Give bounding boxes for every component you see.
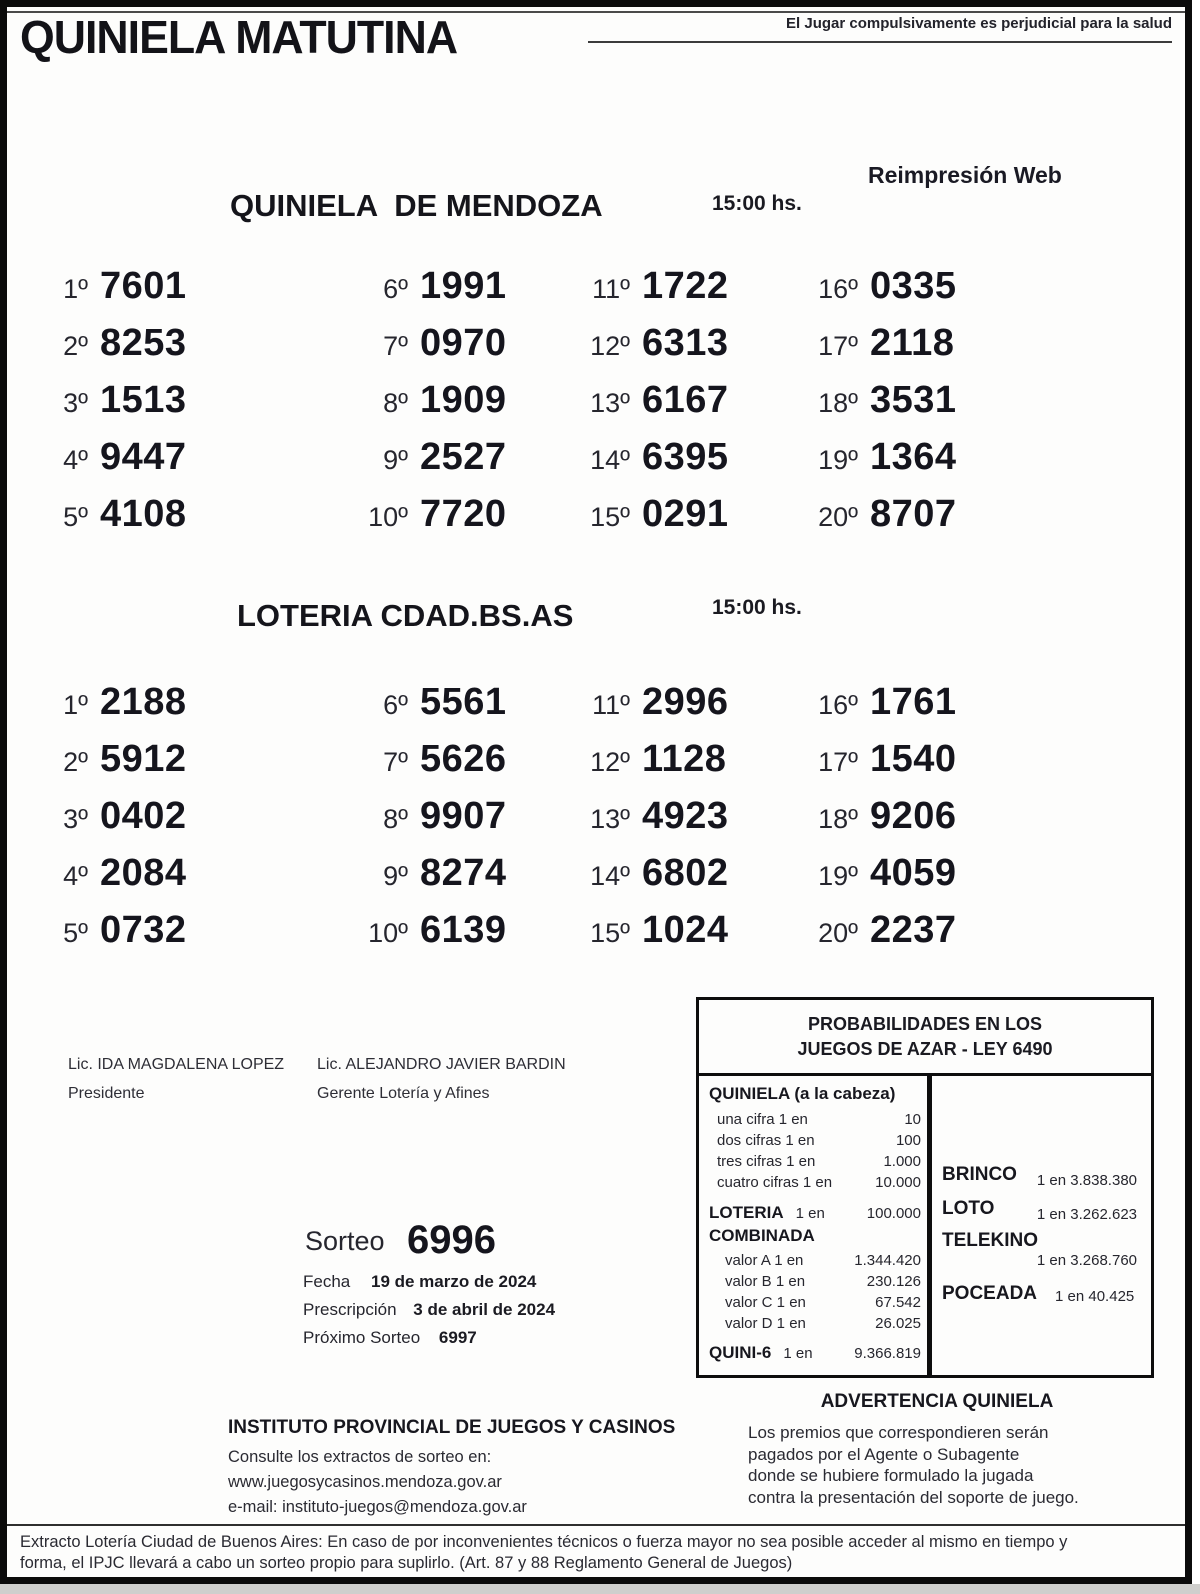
bsas-draw-time: 15:00 hs. [712, 596, 802, 619]
combinada-odds-rows [709, 1250, 921, 1334]
brinco-label: BRINCO [942, 1164, 1017, 1185]
odds-label: valor D 1 en [725, 1315, 806, 1332]
result-cell [350, 845, 572, 902]
proximo-sorteo-label: Próximo Sorteo [303, 1328, 421, 1347]
fecha-value: 19 de marzo de 2024 [370, 1272, 537, 1291]
result-cell [350, 731, 572, 788]
result-position: 9º [383, 445, 408, 475]
probabilities-box [696, 997, 1154, 1378]
result-position: 6º [383, 690, 408, 720]
odds-value: 100 [895, 1132, 921, 1149]
result-position: 20º [818, 918, 858, 948]
odds-row [709, 1151, 921, 1172]
result-cell [30, 731, 350, 788]
result-number: 8274 [420, 852, 507, 894]
result-number: 6313 [642, 322, 729, 364]
result-position: 8º [383, 804, 408, 834]
odds-row [709, 1313, 921, 1334]
result-position: 5º [63, 918, 88, 948]
advertencia-block [748, 1391, 1126, 1508]
quini6-odds-label: QUINI-6 [709, 1343, 772, 1362]
result-position: 11º [592, 690, 630, 720]
odds-value: 26.025 [875, 1315, 921, 1332]
result-position: 2º [63, 747, 88, 777]
bsas-results-grid [30, 674, 1170, 959]
institute-name: INSTITUTO PROVINCIAL DE JUEGOS Y CASINOS [228, 1417, 676, 1438]
result-number: 1128 [642, 738, 727, 780]
result-number: 5626 [420, 738, 507, 780]
result-cell [30, 315, 350, 372]
fecha-label: Fecha [303, 1272, 351, 1291]
result-number: 8707 [870, 493, 957, 535]
result-cell [800, 845, 1170, 902]
combinada-header: COMBINADA [709, 1226, 815, 1245]
result-position: 6º [383, 274, 408, 304]
result-position: 3º [63, 388, 88, 418]
result-position: 11º [592, 274, 630, 304]
result-cell [30, 486, 350, 543]
page-title: QUINIELA MATUTINA [20, 11, 458, 63]
probabilities-right-column [932, 1076, 1151, 1375]
result-number: 8253 [100, 322, 187, 364]
result-number: 9447 [100, 436, 187, 478]
result-number: 1991 [420, 265, 507, 307]
poceada-value: 1 en 40.425 [1055, 1288, 1135, 1305]
result-number: 4923 [642, 795, 729, 837]
result-position: 10º [368, 502, 408, 532]
result-position: 14º [590, 861, 630, 891]
result-position: 16º [818, 690, 858, 720]
odds-row [709, 1292, 921, 1313]
result-cell [800, 258, 1170, 315]
result-number: 1024 [642, 909, 729, 951]
odds-label: cuatro cifras 1 en [717, 1174, 833, 1191]
result-cell [800, 902, 1170, 959]
result-position: 9º [383, 861, 408, 891]
result-position: 13º [590, 804, 630, 834]
result-position: 5º [63, 502, 88, 532]
result-number: 0402 [100, 795, 187, 837]
result-position: 20º [818, 502, 858, 532]
result-number: 2527 [420, 436, 507, 478]
result-cell [350, 788, 572, 845]
result-cell [30, 429, 350, 486]
signature-name: Lic. IDA MAGDALENA LOPEZ [68, 1056, 285, 1073]
result-cell [30, 372, 350, 429]
odds-row [709, 1271, 921, 1292]
quiniela-odds-rows [709, 1109, 921, 1193]
signature-manager [317, 1056, 566, 1103]
result-number: 1364 [870, 436, 957, 478]
result-position: 8º [383, 388, 408, 418]
loto-value: 1 en 3.262.623 [1036, 1206, 1137, 1223]
probabilities-title [699, 1000, 1151, 1076]
signature-role: Presidente [68, 1085, 145, 1102]
odds-row [709, 1109, 921, 1130]
result-cell [800, 788, 1170, 845]
poceada-odds [942, 1283, 1137, 1305]
telekino-value: 1 en 3.268.760 [1036, 1252, 1137, 1269]
result-cell [350, 674, 572, 731]
result-position: 2º [63, 331, 88, 361]
loteria-odds-value: 100.000 [866, 1205, 921, 1222]
signature-role: Gerente Lotería y Afines [317, 1085, 490, 1102]
result-cell [572, 731, 800, 788]
quini6-odds-row [709, 1343, 921, 1363]
advertencia-line: Los premios que correspondieren serán [748, 1423, 1049, 1442]
result-position: 16º [818, 274, 858, 304]
odds-row [709, 1172, 921, 1193]
result-position: 4º [63, 445, 88, 475]
result-number: 1513 [100, 379, 187, 421]
odds-label: tres cifras 1 en [717, 1153, 816, 1170]
result-number: 2237 [870, 909, 957, 951]
result-position: 15º [590, 918, 630, 948]
loteria-odds-label: LOTERIA [709, 1203, 784, 1222]
result-cell [800, 372, 1170, 429]
result-cell [30, 674, 350, 731]
result-position: 17º [818, 331, 858, 361]
result-number: 0732 [100, 909, 187, 951]
proximo-sorteo-row [303, 1328, 477, 1348]
result-number: 0970 [420, 322, 507, 364]
signature-name: Lic. ALEJANDRO JAVIER BARDIN [317, 1056, 566, 1073]
odds-label: valor C 1 en [725, 1294, 806, 1311]
result-cell [800, 486, 1170, 543]
result-cell [572, 486, 800, 543]
result-position: 7º [383, 747, 408, 777]
proximo-sorteo-value: 6997 [438, 1328, 477, 1347]
odds-label: dos cifras 1 en [717, 1132, 815, 1149]
prescripcion-value: 3 de abril de 2024 [413, 1300, 556, 1319]
loto-label: LOTO [942, 1198, 995, 1219]
result-cell [30, 258, 350, 315]
mendoza-results-grid [30, 258, 1170, 543]
advertencia-line: contra la presentación del soporte de juego. [748, 1487, 1079, 1507]
odds-label: una cifra 1 en [717, 1111, 808, 1128]
brinco-value: 1 en 3.838.380 [1036, 1172, 1137, 1189]
result-cell [30, 902, 350, 959]
result-cell [572, 788, 800, 845]
loteria-odds-row [709, 1203, 921, 1223]
result-number: 3531 [870, 379, 957, 421]
sorteo-number: 6996 [407, 1218, 496, 1262]
sorteo-label: Sorteo [305, 1226, 385, 1256]
institute-block [228, 1417, 675, 1523]
mendoza-section-title: QUINIELA DE MENDOZA [230, 188, 603, 223]
odds-label: valor B 1 en [725, 1273, 806, 1290]
result-number: 4059 [870, 852, 957, 894]
result-cell [572, 845, 800, 902]
result-number: 5561 [420, 681, 507, 723]
result-position: 7º [383, 331, 408, 361]
result-number: 2084 [100, 852, 187, 894]
prescripcion-row [303, 1300, 555, 1320]
quini6-odds-mid: 1 en [783, 1345, 813, 1362]
result-cell [30, 845, 350, 902]
quiniela-odds-header: QUINIELA (a la cabeza) [709, 1084, 896, 1103]
result-cell [350, 258, 572, 315]
telekino-label: TELEKINO [942, 1230, 1039, 1251]
result-cell [572, 315, 800, 372]
odds-value: 1.344.420 [854, 1252, 921, 1269]
result-number: 6139 [420, 909, 507, 951]
result-number: 1761 [870, 681, 957, 723]
result-number: 7720 [420, 493, 507, 535]
result-cell [572, 258, 800, 315]
result-cell [800, 674, 1170, 731]
odds-value: 67.542 [875, 1294, 921, 1311]
result-number: 5912 [100, 738, 187, 780]
result-position: 13º [590, 388, 630, 418]
result-cell [572, 902, 800, 959]
result-position: 3º [63, 804, 88, 834]
quini6-odds-value: 9.366.819 [854, 1345, 921, 1362]
health-warning: El Jugar compulsivamente es perjudicial para la salud [588, 15, 1172, 43]
odds-value: 230.126 [866, 1273, 921, 1290]
result-number: 0335 [870, 265, 957, 307]
footer-divider [7, 1524, 1185, 1526]
result-number: 6395 [642, 436, 729, 478]
odds-value: 1.000 [883, 1153, 921, 1170]
result-position: 12º [590, 331, 630, 361]
mendoza-draw-time: 15:00 hs. [712, 192, 802, 215]
result-position: 19º [818, 861, 858, 891]
telekino-odds [942, 1230, 1137, 1269]
result-cell [30, 788, 350, 845]
result-number: 6802 [642, 852, 729, 894]
odds-value: 10 [904, 1111, 921, 1128]
result-position: 18º [818, 804, 858, 834]
result-number: 2118 [870, 322, 955, 364]
result-number: 2188 [100, 681, 187, 723]
result-position: 19º [818, 445, 858, 475]
odds-row [709, 1130, 921, 1151]
result-cell [800, 731, 1170, 788]
result-cell [572, 429, 800, 486]
result-position: 15º [590, 502, 630, 532]
loteria-odds-mid: 1 en [795, 1205, 825, 1222]
odds-label: valor A 1 en [725, 1252, 804, 1269]
result-cell [350, 315, 572, 372]
result-number: 0291 [642, 493, 729, 535]
reprint-label: Reimpresión Web [868, 162, 1062, 188]
prescripcion-label: Prescripción [303, 1300, 397, 1319]
result-number: 9907 [420, 795, 507, 837]
result-cell [572, 674, 800, 731]
result-position: 10º [368, 918, 408, 948]
result-number: 2996 [642, 681, 729, 723]
result-position: 14º [590, 445, 630, 475]
result-position: 18º [818, 388, 858, 418]
result-number: 9206 [870, 795, 957, 837]
result-position: 4º [63, 861, 88, 891]
probabilities-title-line1: PROBABILIDADES EN LOS [807, 1014, 1043, 1034]
result-cell [350, 902, 572, 959]
footer-note-line: Extracto Lotería Ciudad de Buenos Aires: En caso de por inconvenientes técnicos o fuerza mayor no sea posible acceder al mismo en tiempo y [20, 1533, 1068, 1551]
probabilities-title-line2: JUEGOS DE AZAR - LEY 6490 [797, 1039, 1053, 1059]
result-cell [350, 372, 572, 429]
result-number: 1540 [870, 738, 957, 780]
result-cell [572, 372, 800, 429]
poceada-label: POCEADA [942, 1283, 1038, 1304]
institute-email: e-mail: instituto-juegos@mendoza.gov.ar [228, 1498, 527, 1516]
footer-note [20, 1532, 1178, 1574]
result-cell [800, 429, 1170, 486]
result-position: 1º [63, 274, 88, 304]
advertencia-line: pagados por el Agente o Subagente [748, 1444, 1020, 1464]
result-position: 12º [590, 747, 630, 777]
institute-website: www.juegosycasinos.mendoza.gov.ar [228, 1473, 502, 1491]
advertencia-line: donde se hubiere formulado la jugada [748, 1466, 1034, 1485]
brinco-odds [942, 1164, 1137, 1189]
result-number: 4108 [100, 493, 187, 535]
loto-odds [942, 1198, 1137, 1223]
result-position: 1º [63, 690, 88, 720]
signature-president [68, 1056, 284, 1103]
institute-consult-line: Consulte los extractos de sorteo en: [228, 1448, 492, 1466]
result-cell [350, 486, 572, 543]
result-number: 1909 [420, 379, 507, 421]
result-number: 1722 [642, 265, 729, 307]
result-cell [800, 315, 1170, 372]
result-number: 6167 [642, 379, 729, 421]
odds-row [709, 1250, 921, 1271]
bsas-section-title: LOTERIA CDAD.BS.AS [237, 598, 574, 633]
odds-value: 10.000 [875, 1174, 921, 1191]
footer-note-line: forma, el IPJC llevará a cabo un sorteo propio para suplirlo. (Art. 87 y 88 Reglamento General de Juegos) [20, 1554, 793, 1572]
result-cell [350, 429, 572, 486]
result-position: 17º [818, 747, 858, 777]
fecha-row [303, 1272, 536, 1292]
result-number: 7601 [100, 265, 187, 307]
probabilities-left-column [699, 1076, 932, 1375]
advertencia-title: ADVERTENCIA QUINIELA [820, 1391, 1054, 1412]
scan-edge-strip [0, 1584, 1200, 1594]
